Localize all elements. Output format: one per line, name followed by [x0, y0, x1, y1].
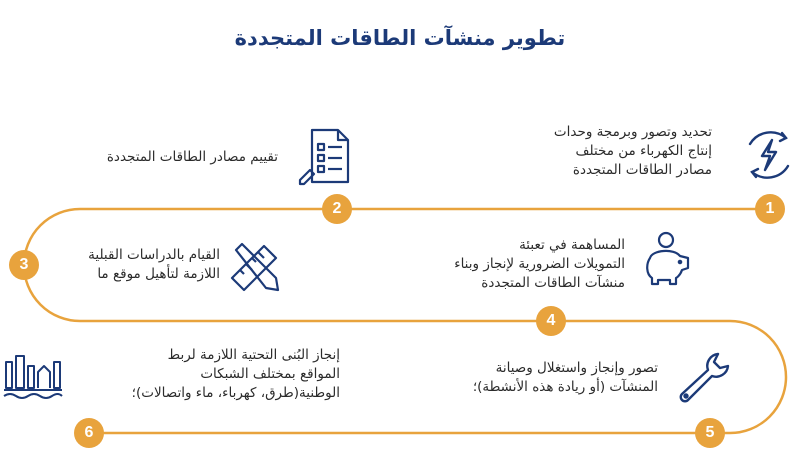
renewable-energy-icon	[738, 124, 800, 186]
page-title: تطوير منشآت الطاقات المتجددة	[234, 26, 566, 50]
step-3-line: القيام بالدراسات القبلية	[88, 247, 220, 263]
step-4-line: التمويلات الضرورية لإنجاز وبناء	[454, 256, 625, 272]
wrench-icon	[674, 348, 734, 408]
step-4-line: المساهمة في تعبئة	[519, 237, 625, 253]
piggy-bank-icon	[636, 228, 696, 290]
checklist-icon	[296, 124, 358, 186]
step-3-text	[88, 246, 220, 284]
step-5-text	[473, 359, 658, 397]
step-2-line: تقييم مصادر الطاقات المتجددة	[106, 149, 278, 165]
step-2-badge: 2	[322, 194, 352, 224]
step-5-line: تصور وإنجاز واستغلال وصيانة	[495, 360, 658, 376]
step-1-line: تحديد وتصور وبرمجة وحدات	[553, 124, 712, 140]
step-6-badge: 6	[74, 418, 104, 448]
step-5-badge: 5	[695, 418, 725, 448]
step-4-text	[454, 236, 625, 293]
ruler-pencil-icon	[226, 240, 282, 296]
step-3-line: اللازمة لتأهيل موقع ما	[97, 266, 220, 282]
step-1-line: إنتاج الكهرباء من مختلف	[575, 143, 712, 159]
step-1-text	[554, 123, 712, 180]
step-6-line: المواقع بمختلف الشبكات	[200, 366, 340, 382]
step-1-line: مصادر الطاقات المتجددة	[572, 162, 712, 178]
step-4-badge: 4	[536, 306, 566, 336]
step-4-line: منشآت الطاقات المتجددة	[481, 275, 625, 291]
step-1-badge: 1	[755, 194, 785, 224]
step-2-text	[107, 148, 278, 167]
step-5-line: المنشآت (أو ريادة هذه الأنشطة)؛	[472, 379, 658, 395]
step-6-line: الوطنية(طرق، كهرباء، ماء واتصالات)؛	[131, 385, 340, 401]
step-3-badge: 3	[9, 250, 39, 280]
infrastructure-icon	[2, 352, 64, 402]
step-6-text	[132, 346, 340, 403]
step-6-line: إنجاز البُنى التحتية اللازمة لربط	[167, 347, 340, 363]
